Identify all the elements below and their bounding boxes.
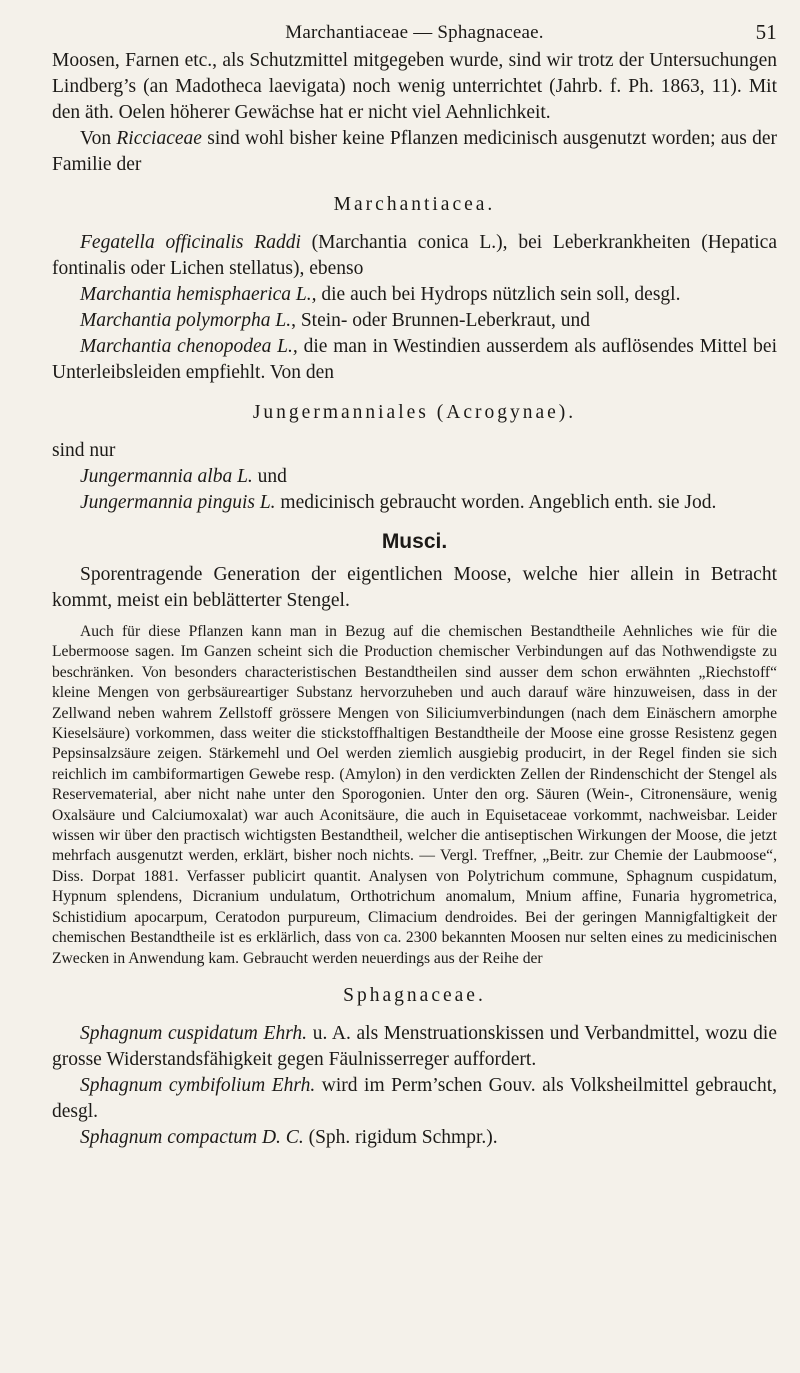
entry-marchantia-polymorpha: Marchantia polymorpha L., Stein- oder Brunnen-Leberkraut, und [80,310,590,331]
taxon-marchantia-chenopodea: Marchantia chenopodea L., [80,336,298,357]
heading-musci: Musci. [381,530,448,553]
entry-sphagnum-compactum: Sphagnum compactum D. C. (Sph. rigidum Schmpr.). [80,1126,498,1148]
running-title: Marchantiaceae — Sphagnaceae. [285,22,544,43]
taxon-ricciaceae: Ricciaceae [116,128,202,149]
paragraph-musci-small-print: Auch für diese Pflanzen kann man in Bezug auf die chemischen Bestandtheile Aehnliches wie für die Lebermoose sagen. Im Ganzen scheint sich die Production chemischer Verbindungen auf das Nothwendigste zu beschränken. Von besonders characteristischen Bestandtheilen sind ausser dem schon erwähnten „Riechstoff“ kleine Mengen von gerbsäureartiger Substanz hervorzuheben und auch darauf wäre hinzuweisen, dass in der Zellwand neben wahrem Zellstoff grössere Mengen von Siliciumverbindungen (nach dem Einäschern amorphe Kieselsäure) vorkommen, dass weiter die stickstoffhaltigen Bestandtheile der Moose eine grosse Resistenz gegen Pepsinsalzsäure zeigen. Stärkemehl und Oel werden ziemlich ausgiebig producirt, in der Regel finden sie sich reichlich im cambiformartigen Gewebe resp. (Amylon) in den verdickten Zellen der Rindenschicht der Stengel als Reservematerial, aber nicht nahe unter den Sporogonien. Unter den org. Säuren (Wein-, Citronensäure, wenig Oxalsäure und Calciumoxalat) war auch Aconitsäure, die auch in Equisetaceae vorkommt, nachweisbar. Leider wissen wir über den practisch wichtigsten Bestandtheil, welcher die antiseptischen Wirkungen der Moose, die jetzt mehrfach ausgenutzt werden, erklärt, bisher noch nichts. — Vergl. Treffner, „Beitr. zur Chemie der Laubmoose“, Diss. Dorpat 1881. Verfasser publicirt quantit. Analysen von Polytrichum commune, Sphagnum cuspidatum, Hypnum splendens, Dicranium undulatum, Orthotrichum anomalum, Mnium affine, Funaria hygrometrica, Schistidium apocarpum, Ceratodon purpureum, Climacium dendroides. Bei der geringen Mannigfaltigkeit der chemischen Bestandtheile ist es erklärlich, dass von ca. 2300 bekannten Moosen nur selten eines zu medicinischen Zwecken in Anwendung kam. Gebraucht werden neuerdings aus der Reihe der [52,623,777,967]
taxon-sphagnum-cuspidatum: Sphagnum cuspidatum Ehrh. [80,1022,308,1044]
taxon-jungermannia-pinguis: Jungermannia pinguis L. [80,492,276,513]
heading-marchantiacea: Marchantiacea. [333,194,496,215]
entry-jungermannia-pinguis: Jungermannia pinguis L. medicinisch gebraucht worden. Angeblich enth. sie Jod. [80,492,717,513]
entry-fegatella: Fegatella officinalis Raddi (Marchantia conica L.), bei Leberkrankheiten (Hepatica fontinalis oder Lichen stellatus), ebenso [52,232,777,279]
running-header [52,14,777,48]
paragraph-musci-intro: Sporentragende Generation der eigentlichen Moose, welche hier allein in Betracht kommt, meist ein beblätterter Stengel. [52,564,777,611]
entry-jungermannia-alba: Jungermannia alba L. und [80,466,287,487]
page [52,14,777,1151]
taxon-fegatella: Fegatella officinalis Raddi [80,232,301,253]
entry-sphagnum-cuspidatum: Sphagnum cuspidatum Ehrh. u. A. als Menstruationskissen und Verbandmittel, wozu die grosse Widerstandsfähigkeit gegen Fäulnisserreger auffordert. [52,1022,777,1070]
taxon-sphagnum-compactum: Sphagnum compactum D. C. [80,1126,304,1148]
heading-jungermanniales: Jungermanniales (Acrogynae). [252,402,577,423]
paragraph-ricciaceae: Von Ricciaceae sind wohl bisher keine Pflanzen medicinisch ausgenutzt worden; aus der Familie der [52,128,778,175]
taxon-sphagnum-cymbifolium: Sphagnum cymbifolium Ehrh. [80,1074,316,1096]
taxon-jungermannia-alba: Jungermannia alba L. [80,466,253,487]
paragraph-sind-nur: sind nur [52,440,116,461]
taxon-marchantia-hemisphaerica: Marchantia hemisphaerica L., [80,284,317,305]
entry-sphagnum-cymbifolium: Sphagnum cymbifolium Ehrh. wird im Perm’schen Gouv. als Volksheilmittel gebraucht, desgl. [52,1074,777,1122]
taxon-marchantia-polymorpha: Marchantia polymorpha L. [80,310,292,331]
paragraph-continuation: Moosen, Farnen etc., als Schutzmittel mitgegeben wurde, sind wir trotz der Untersuchungen Lindberg’s (an Madotheca laevigata) noch wenig unterrichtet (Jahrb. f. Ph. 1863, 11). Mit den äth. Oelen höherer Gewächse hat er nicht viel Aehnlichkeit. [52,50,777,123]
heading-sphagnaceae: Sphagnaceae. [343,984,486,1006]
entry-marchantia-hemisphaerica: Marchantia hemisphaerica L., die auch bei Hydrops nützlich sein soll, desgl. [80,284,681,305]
page-number: 51 [755,20,777,44]
entry-marchantia-chenopodea: Marchantia chenopodea L., die man in Westindien ausserdem als auflösendes Mittel bei Unterleibsleiden empfiehlt. Von den [52,336,777,383]
